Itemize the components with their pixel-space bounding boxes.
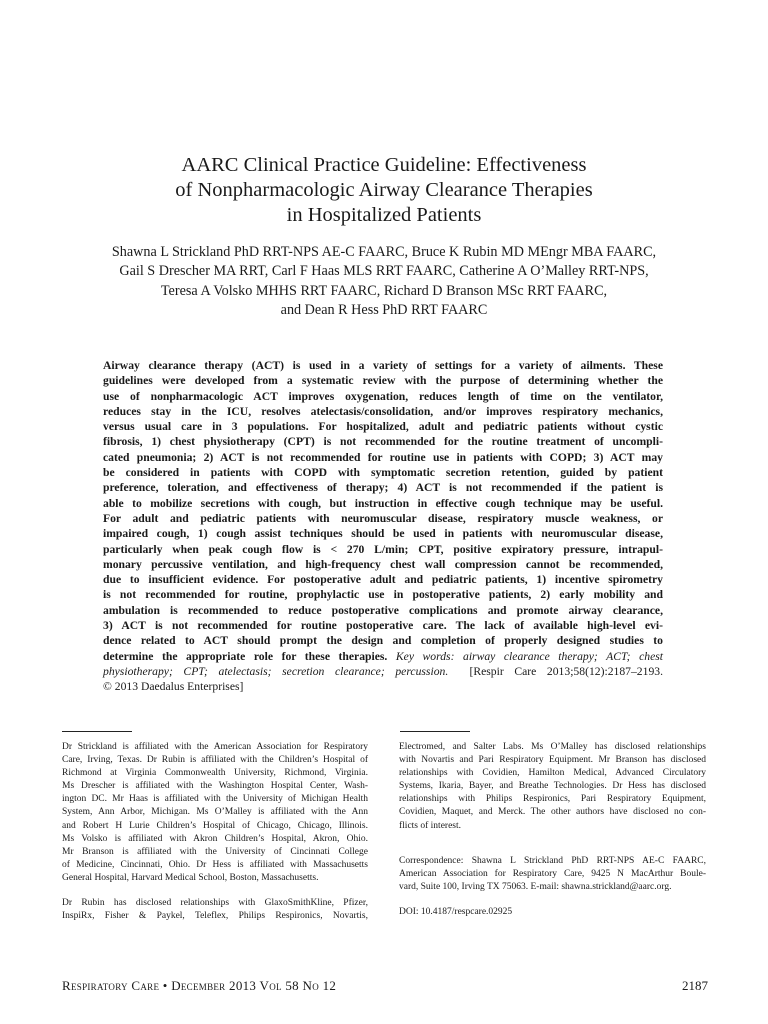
abstract-line: cated pneumonia; 2) ACT is not recommended for routine use in patients with COPD; 3) ACT may bbox=[103, 450, 663, 464]
footnote-line: Dr Rubin has disclosed relationships with GlaxoSmithKline, Pfizer, bbox=[62, 898, 368, 909]
footnote-line: Mr Branson is affiliated with the University of Cincinnati College bbox=[62, 846, 368, 857]
footnote-line: Care, Irving, Texas. Dr Rubin is affiliated with the Children’s Hospital of bbox=[62, 755, 368, 766]
abstract-line: able to mobilize secretions with cough, but instruction in effective cough technique may be useful. bbox=[103, 496, 663, 510]
footnote-line: General Hospital, Harvard Medical School, Boston, Massachusetts. bbox=[62, 872, 319, 883]
abstract-line: due to insufficient evidence. For postoperative adult and pediatric patients, 1) incentive spirometry bbox=[103, 573, 663, 587]
left-footnote-column bbox=[62, 741, 368, 923]
disclosures-continued bbox=[399, 741, 706, 833]
footnote-line: Richmond at Virginia Commonwealth University, Richmond, Virginia. bbox=[62, 768, 368, 779]
author-line: and Dean R Hess PhD RRT FAARC bbox=[280, 302, 488, 319]
footnote-line: relationships with Philips Respironics, Pari Respiratory Equipment, bbox=[399, 794, 706, 805]
footnote-line: Electromed, and Salter Labs. Ms O’Malley has disclosed relationships bbox=[399, 742, 706, 752]
footnote-line: Dr Strickland is affiliated with the American Association for Respiratory bbox=[62, 742, 368, 752]
abstract bbox=[103, 358, 663, 695]
abstract-line: use of nonpharmacologic ACT improves oxygenation, reduces length of time on the ventilator, bbox=[103, 389, 663, 403]
abstract-line: For adult and pediatric patients with neuromuscular disease, respiratory muscle weakness, or bbox=[103, 511, 663, 525]
keywords: physiotherapy; CPT; atelectasis; secretion clearance; percussion. bbox=[103, 664, 449, 678]
footnote-line: of Medicine, Cincinnati, Ohio. Dr Hess is affiliated with Massachusetts bbox=[62, 859, 368, 870]
abstract-line: ambulation is recommended to reduce postoperative complications and promote airway clearance, bbox=[103, 603, 663, 617]
author-list bbox=[40, 243, 728, 321]
footnote-divider-left bbox=[62, 731, 132, 732]
correspondence bbox=[399, 855, 706, 894]
footnote-line: with Novartis and Pari Respiratory Equipment. Mr Branson has disclosed bbox=[399, 755, 706, 766]
page-number: 2187 bbox=[682, 978, 708, 993]
disclosures-start bbox=[62, 897, 368, 923]
abstract-line: preference, toleration, and effectiveness of therapy; 4) ACT is not recommended if the patient is bbox=[103, 481, 663, 495]
abstract-line: impaired cough, 1) cough assist techniques should be used in patients with neuromuscular disease, bbox=[103, 527, 663, 541]
footnote-line: InspiRx, Fisher & Paykel, Teleflex, Philips Respironics, Novartis, bbox=[62, 911, 368, 922]
citation: [Respir Care 2013;58(12):2187–2193. bbox=[469, 664, 663, 678]
title-line: of Nonpharmacologic Airway Clearance Therapies bbox=[175, 179, 593, 201]
abstract-line: versus usual care in 3 populations. For hospitalized, adult and pediatric patients without cystic bbox=[103, 420, 663, 434]
footnote-line: Correspondence: Shawna L Strickland PhD RRT-NPS AE-C FAARC, bbox=[399, 855, 706, 866]
footnote-line: American Association for Respiratory Care, 9425 N MacArthur Boule- bbox=[399, 868, 706, 879]
abstract-line: monary percussive ventilation, and high-frequency chest wall compression cannot be recommended, bbox=[103, 557, 663, 571]
abstract-line: reduces stay in the ICU, resolves atelectasis/consolidation, and/or improves respiratory mechanics, bbox=[103, 404, 663, 418]
author-line: Shawna L Strickland PhD RRT-NPS AE-C FAARC, Bruce K Rubin MD MEngr MBA FAARC, bbox=[111, 244, 657, 260]
right-footnote-column bbox=[399, 741, 706, 919]
title-line: in Hospitalized Patients bbox=[286, 204, 482, 226]
abstract-line: fibrosis, 1) chest physiotherapy (CPT) is not recommended for the routine treatment of uncompli- bbox=[103, 435, 663, 449]
footnote-line: relationships with Covidien, Hamilton Medical, Advanced Circulatory bbox=[399, 768, 706, 779]
article-title bbox=[60, 153, 708, 228]
footnote-line: vard, Suite 100, Irving TX 75063. E-mail: shawna.strickland@aarc.org. bbox=[399, 881, 672, 892]
footnote-line: ington DC. Mr Haas is affiliated with the University of Michigan Health bbox=[62, 794, 368, 805]
footnote-line: Covidien, Maquet, and Merck. The other authors have disclosed no con- bbox=[399, 807, 706, 818]
abstract-line: is not recommended for routine, prophylactic use in postoperative patients, 2) early mobility and bbox=[103, 588, 663, 602]
footnote-line: System, Ann Arbor, Michigan. Ms O’Malley is affiliated with the Ann bbox=[62, 807, 368, 818]
author-line: Teresa A Volsko MHHS RRT FAARC, Richard D Branson MSc RRT FAARC, bbox=[160, 282, 608, 299]
title-line: AARC Clinical Practice Guideline: Effectiveness bbox=[181, 154, 587, 176]
abstract-line bbox=[103, 649, 663, 664]
abstract-line: particularly when peak cough flow is < 270 L/min; CPT, positive expiratory pressure, intrapul- bbox=[103, 542, 663, 556]
keywords: Key words: airway clearance therapy; ACT; chest bbox=[387, 649, 664, 663]
abstract-line: guidelines were developed from a systematic review with the purpose of determining whether the bbox=[103, 374, 663, 388]
footnote-line: Ms Drescher is affiliated with the Washington Hospital Center, Wash- bbox=[62, 781, 368, 792]
footnote-line: Ms Volsko is affiliated with Akron Children’s Hospital, Akron, Ohio. bbox=[62, 833, 368, 844]
abstract-line: Airway clearance therapy (ACT) is used in a variety of settings for a variety of ailments. These bbox=[103, 359, 663, 372]
author-line: Gail S Drescher MA RRT, Carl F Haas MLS RRT FAARC, Catherine A O’Malley RRT-NPS, bbox=[119, 263, 649, 280]
abstract-line: 3) ACT is not recommended for routine postoperative care. The lack of available high-level evi- bbox=[103, 619, 663, 633]
doi: DOI: 10.4187/respcare.02925 bbox=[399, 906, 513, 917]
footnote-divider-right bbox=[400, 731, 470, 732]
footnote-line: Systems, Ikaria, Bayer, and Breathe Technologies. Dr Hess has disclosed bbox=[399, 781, 706, 792]
copyright: © 2013 Daedalus Enterprises] bbox=[103, 680, 244, 694]
affiliations bbox=[62, 741, 368, 885]
journal-footer: Respiratory Care • December 2013 Vol 58 No 12 bbox=[62, 978, 337, 993]
abstract-line: be considered in patients with COPD with symptomatic secretion retention, guided by patient bbox=[103, 466, 663, 480]
footnote-line: flicts of interest. bbox=[399, 820, 461, 831]
abstract-text: determine the appropriate role for these therapies. bbox=[103, 649, 388, 663]
footnote-line: and Robert H Lurie Children’s Hospital of Chicago, Chicago, Illinois. bbox=[62, 820, 368, 831]
abstract-line bbox=[103, 664, 663, 679]
abstract-line: dence related to ACT should prompt the design and completion of properly designed studies to bbox=[103, 634, 663, 648]
